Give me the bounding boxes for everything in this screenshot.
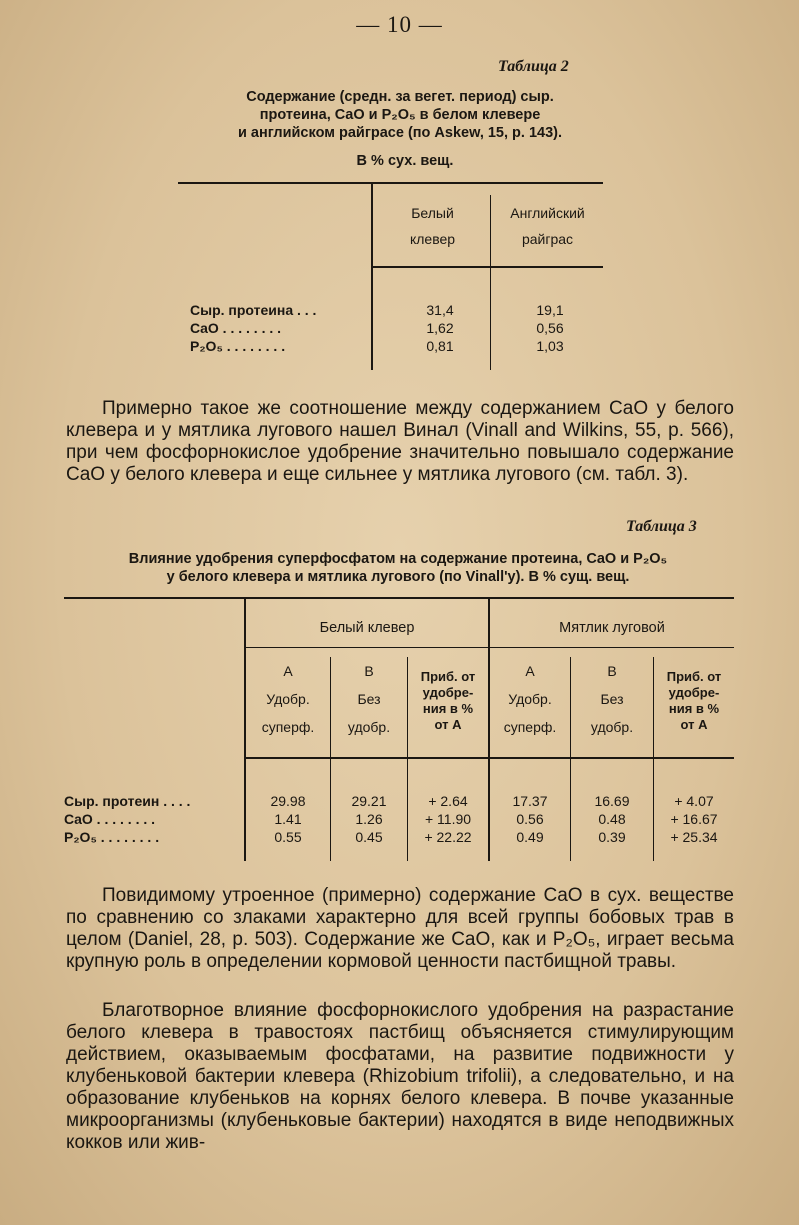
table3-cell: 29.21 (351, 793, 387, 809)
paragraph-2 (66, 885, 734, 973)
table3-subcol-letter: B (607, 663, 617, 679)
table2-row-label: CaO . . . . . . . . (190, 320, 282, 336)
table2-col-header (380, 205, 485, 247)
table3-subcol-line: Приб. от (420, 669, 476, 684)
table3-group-rule (244, 647, 734, 648)
paragraph-3-text: Благотворное влияние фосфорнокислого удобрения на разрастание белого клевера в травостоях пастбищ объясняется стимулирующим действием, оказываемым фосфатами, на развитие подвижности у клубеньковой бактерии клевера (Rhizobium trifolii), а следовательно, и на образование клубеньков на корнях белого клевера. В почве указанные микроорганизмы (клубеньковые бактерии) находятся в виде неподвижных кокков или жив- (66, 1000, 734, 1153)
table2-col-header-line: Белый (411, 205, 454, 221)
page-number: — 10 — (356, 12, 443, 37)
table3-subcol-header (408, 669, 488, 733)
table2-col-header-line: райграс (521, 231, 574, 247)
table2-row-label: Сыр. протеина . . . (190, 302, 317, 318)
table3-top-rule (64, 597, 734, 599)
table3-subcol-line: Приб. от (666, 669, 722, 684)
table3-subcol-line: суперф. (503, 719, 557, 735)
table3-subcol-line: Удобр. (508, 691, 552, 707)
table3-subcol-header (571, 663, 653, 735)
table3-caption: Таблица 3 (626, 518, 697, 535)
table3-cell: + 16.67 (670, 811, 718, 827)
table2-col-header-line: клевер (409, 231, 456, 247)
table3-cell: 0.48 (598, 811, 626, 827)
table3-cell: 0.45 (355, 829, 383, 845)
table3-title-line: у белого клевера и мятлика лугового (по Vinall'y). В % сущ. вещ. (166, 569, 630, 585)
table2-cell: 0,81 (426, 338, 454, 354)
table3-cell: + 11.90 (424, 811, 472, 827)
table3-cell: 29.98 (270, 793, 306, 809)
table3-cell: + 2.64 (428, 793, 468, 809)
table2-cell: 1,62 (426, 320, 454, 336)
table2-cell: 19,1 (536, 302, 564, 318)
table2-cell: 0,56 (536, 320, 564, 336)
table3-subcol-line: удобр. (590, 719, 634, 735)
table2-vrule-1 (371, 184, 373, 370)
table3-cell: 0.39 (598, 829, 626, 845)
table2-title-line: Содержание (средн. за вегет. период) сыр. (246, 89, 554, 105)
table3-subcol-line: ния в % (422, 701, 474, 716)
table3-cell: 0.56 (516, 811, 544, 827)
table3-row-label: Сыр. протеин . . . . (64, 793, 191, 809)
table3-subcol-letter: B (364, 663, 374, 679)
paragraph-1 (66, 398, 734, 486)
table2-head-rule (371, 266, 603, 268)
table3-subcol-line: Без (600, 691, 624, 707)
table3-subcol-line: суперф. (261, 719, 315, 735)
table3-cell: 1.41 (274, 811, 302, 827)
table3-cell: + 4.07 (674, 793, 714, 809)
table3-subcol-line: удобре- (422, 685, 474, 700)
table3-cell: + 25.34 (670, 829, 718, 845)
table3-cell: 16.69 (594, 793, 630, 809)
table3-subcol-header (654, 669, 734, 733)
table3-subcol-header (246, 663, 330, 735)
table3-cell: 0.55 (274, 829, 302, 845)
table2-caption: Таблица 2 (498, 58, 569, 75)
table2-cell: 1,03 (536, 338, 564, 354)
table3-subcol-line: удобр. (347, 719, 391, 735)
table2-title (170, 88, 630, 142)
table2-vrule-2 (490, 195, 491, 370)
table3-row-label: CaO . . . . . . . . (64, 811, 156, 827)
table3-subcol-line: ния в % (668, 701, 720, 716)
table2-unit: В % сух. вещ. (356, 153, 454, 169)
table3-cell: 1.26 (355, 811, 383, 827)
table3-subcol-line: Без (357, 691, 381, 707)
table3-title-line: Влияние удобрения суперфосфатом на содержание протеина, CaO и P₂O₅ (128, 551, 668, 567)
table3-title (58, 550, 738, 586)
table3-subcol-letter: A (283, 663, 293, 679)
paragraph-1-text: Примерно такое же соотношение между содержанием CaO у белого клевера и у мятлика лугового нашел Винал (Vinall and Wilkins, 55, p. 566), при чем фосфорнокислое удобрение значительно повышало содержание CaO у белого клевера и еще сильнее у мятлика лугового (см. табл. 3). (66, 398, 734, 485)
table3-cell: + 22.22 (424, 829, 472, 845)
table3-subcol-line: Удобр. (266, 691, 310, 707)
paragraph-2-text: Повидимому утроенное (примерно) содержание CaO в сух. веществе по сравнению со злаками характерно для всей группы бобовых трав в целом (Daniel, 28, p. 503). Содержание же CaO, как и P₂O₅, играет весьма крупную роль в определении кормовой ценности пастбищной травы. (66, 885, 734, 972)
table3-subcol-header (490, 663, 570, 735)
table3-cell: 17.37 (512, 793, 548, 809)
table2-title-line: протеина, CaO и P₂O₅ в белом клевере (259, 107, 541, 123)
table2-col-header (495, 205, 600, 247)
table3-subcol-header (331, 663, 407, 735)
table3-group-header: Мятлик луговой (559, 620, 665, 636)
table3-subcol-line: от A (680, 717, 708, 732)
table3-cell: 0.49 (516, 829, 544, 845)
table2-title-line: и английском райграсе (по Askew, 15, p. 143). (237, 125, 563, 141)
table3-subcol-line: удобре- (668, 685, 720, 700)
table2-top-rule (178, 182, 603, 184)
table3-subcol-line: от A (434, 717, 462, 732)
table2-col-header-line: Английский (510, 205, 585, 221)
table3-subcol-letter: A (525, 663, 535, 679)
table2-cell: 31,4 (426, 302, 454, 318)
table3-head-rule (244, 757, 734, 759)
paragraph-3 (66, 1000, 734, 1154)
table3-row-label: P₂O₅ . . . . . . . . (64, 829, 160, 845)
table2-row-label: P₂O₅ . . . . . . . . (190, 338, 286, 354)
table3-group-header: Белый клевер (319, 620, 415, 636)
